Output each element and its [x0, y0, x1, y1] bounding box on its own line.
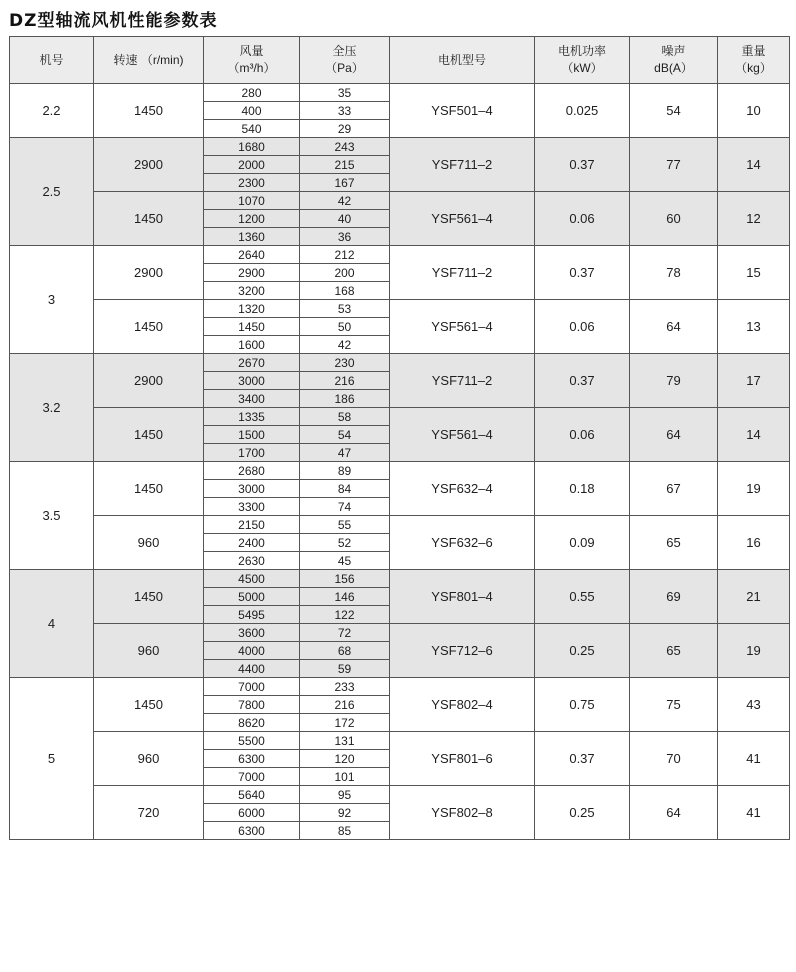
cell-pressure: 243	[300, 138, 390, 156]
cell-power: 0.025	[535, 84, 630, 138]
cell-pressure: 55	[300, 516, 390, 534]
cell-motor: YSF501–4	[390, 84, 535, 138]
table-row	[10, 678, 790, 696]
table-row	[10, 732, 790, 750]
cell-airflow: 1200	[204, 210, 300, 228]
cell-airflow: 3400	[204, 390, 300, 408]
cell-airflow: 1070	[204, 192, 300, 210]
cell-pressure: 172	[300, 714, 390, 732]
cell-power: 0.37	[535, 732, 630, 786]
cell-pressure: 29	[300, 120, 390, 138]
cell-airflow: 1680	[204, 138, 300, 156]
cell-airflow: 3600	[204, 624, 300, 642]
cell-motor: YSF632–6	[390, 516, 535, 570]
cell-motor: YSF801–6	[390, 732, 535, 786]
cell-pressure: 216	[300, 696, 390, 714]
cell-airflow: 6000	[204, 804, 300, 822]
cell-pressure: 167	[300, 174, 390, 192]
cell-power: 0.18	[535, 462, 630, 516]
cell-weight: 12	[718, 192, 790, 246]
table-row	[10, 408, 790, 426]
cell-power: 0.06	[535, 192, 630, 246]
cell-power: 0.55	[535, 570, 630, 624]
cell-noise: 79	[630, 354, 718, 408]
cell-noise: 64	[630, 300, 718, 354]
cell-pressure: 35	[300, 84, 390, 102]
cell-airflow: 2000	[204, 156, 300, 174]
cell-power: 0.37	[535, 354, 630, 408]
cell-pressure: 120	[300, 750, 390, 768]
cell-pressure: 233	[300, 678, 390, 696]
cell-pressure: 74	[300, 498, 390, 516]
cell-power: 0.09	[535, 516, 630, 570]
header-airflow: 风量 （m³/h）	[204, 37, 300, 84]
cell-pressure: 186	[300, 390, 390, 408]
cell-speed: 1450	[94, 570, 204, 624]
header-speed: 转速 （r/min)	[94, 37, 204, 84]
cell-speed: 2900	[94, 246, 204, 300]
cell-pressure: 54	[300, 426, 390, 444]
cell-model: 3	[10, 246, 94, 354]
table-header-row	[10, 37, 790, 84]
cell-pressure: 92	[300, 804, 390, 822]
cell-pressure: 84	[300, 480, 390, 498]
cell-pressure: 215	[300, 156, 390, 174]
cell-weight: 19	[718, 624, 790, 678]
cell-power: 0.06	[535, 300, 630, 354]
cell-noise: 75	[630, 678, 718, 732]
cell-pressure: 156	[300, 570, 390, 588]
cell-airflow: 2640	[204, 246, 300, 264]
cell-noise: 65	[630, 516, 718, 570]
cell-model: 5	[10, 678, 94, 840]
fan-performance-table	[9, 36, 790, 840]
cell-pressure: 168	[300, 282, 390, 300]
cell-noise: 77	[630, 138, 718, 192]
cell-motor: YSF561–4	[390, 408, 535, 462]
cell-airflow: 2400	[204, 534, 300, 552]
cell-pressure: 36	[300, 228, 390, 246]
cell-power: 0.37	[535, 246, 630, 300]
cell-motor: YSF802–4	[390, 678, 535, 732]
cell-speed: 1450	[94, 300, 204, 354]
cell-airflow: 7000	[204, 678, 300, 696]
cell-airflow: 6300	[204, 822, 300, 840]
cell-motor: YSF711–2	[390, 354, 535, 408]
cell-speed: 960	[94, 624, 204, 678]
cell-airflow: 1600	[204, 336, 300, 354]
header-model: 机号	[10, 37, 94, 84]
table-row	[10, 84, 790, 102]
cell-airflow: 7800	[204, 696, 300, 714]
cell-airflow: 4500	[204, 570, 300, 588]
cell-airflow: 2300	[204, 174, 300, 192]
cell-weight: 10	[718, 84, 790, 138]
cell-pressure: 40	[300, 210, 390, 228]
cell-weight: 19	[718, 462, 790, 516]
cell-airflow: 4400	[204, 660, 300, 678]
cell-airflow: 400	[204, 102, 300, 120]
header-power: 电机功率 （kW）	[535, 37, 630, 84]
cell-noise: 60	[630, 192, 718, 246]
cell-airflow: 280	[204, 84, 300, 102]
cell-noise: 67	[630, 462, 718, 516]
cell-pressure: 230	[300, 354, 390, 372]
cell-weight: 15	[718, 246, 790, 300]
cell-pressure: 101	[300, 768, 390, 786]
cell-airflow: 1500	[204, 426, 300, 444]
cell-speed: 2900	[94, 354, 204, 408]
cell-motor: YSF711–2	[390, 246, 535, 300]
cell-pressure: 212	[300, 246, 390, 264]
cell-power: 0.37	[535, 138, 630, 192]
cell-speed: 960	[94, 732, 204, 786]
cell-noise: 64	[630, 408, 718, 462]
cell-model: 2.5	[10, 138, 94, 246]
cell-power: 0.75	[535, 678, 630, 732]
cell-motor: YSF711–2	[390, 138, 535, 192]
cell-airflow: 1320	[204, 300, 300, 318]
cell-airflow: 5495	[204, 606, 300, 624]
cell-airflow: 2150	[204, 516, 300, 534]
cell-weight: 41	[718, 786, 790, 840]
cell-model: 4	[10, 570, 94, 678]
cell-weight: 13	[718, 300, 790, 354]
cell-motor: YSF561–4	[390, 300, 535, 354]
cell-pressure: 58	[300, 408, 390, 426]
cell-speed: 1450	[94, 678, 204, 732]
cell-motor: YSF632–4	[390, 462, 535, 516]
cell-power: 0.06	[535, 408, 630, 462]
cell-airflow: 3000	[204, 480, 300, 498]
cell-airflow: 1360	[204, 228, 300, 246]
cell-noise: 54	[630, 84, 718, 138]
cell-speed: 2900	[94, 138, 204, 192]
cell-airflow: 3000	[204, 372, 300, 390]
cell-pressure: 72	[300, 624, 390, 642]
table-row	[10, 138, 790, 156]
cell-pressure: 52	[300, 534, 390, 552]
cell-pressure: 122	[300, 606, 390, 624]
table-row	[10, 786, 790, 804]
cell-model: 3.5	[10, 462, 94, 570]
cell-pressure: 146	[300, 588, 390, 606]
cell-power: 0.25	[535, 786, 630, 840]
cell-pressure: 131	[300, 732, 390, 750]
cell-model: 3.2	[10, 354, 94, 462]
cell-noise: 69	[630, 570, 718, 624]
cell-airflow: 2900	[204, 264, 300, 282]
cell-pressure: 45	[300, 552, 390, 570]
cell-weight: 14	[718, 138, 790, 192]
cell-airflow: 1450	[204, 318, 300, 336]
cell-weight: 43	[718, 678, 790, 732]
cell-pressure: 47	[300, 444, 390, 462]
table-row	[10, 570, 790, 588]
cell-airflow: 1700	[204, 444, 300, 462]
cell-airflow: 6300	[204, 750, 300, 768]
cell-noise: 78	[630, 246, 718, 300]
header-weight: 重量 （kg）	[718, 37, 790, 84]
cell-airflow: 5640	[204, 786, 300, 804]
cell-speed: 960	[94, 516, 204, 570]
header-noise: 噪声 dB(A）	[630, 37, 718, 84]
table-row	[10, 246, 790, 264]
page-title: DZ型轴流风机性能参数表	[9, 11, 218, 31]
cell-airflow: 2630	[204, 552, 300, 570]
cell-motor: YSF802–8	[390, 786, 535, 840]
table-row	[10, 516, 790, 534]
cell-model: 2.2	[10, 84, 94, 138]
cell-airflow: 5000	[204, 588, 300, 606]
cell-pressure: 85	[300, 822, 390, 840]
cell-airflow: 3200	[204, 282, 300, 300]
cell-pressure: 89	[300, 462, 390, 480]
cell-pressure: 216	[300, 372, 390, 390]
cell-airflow: 540	[204, 120, 300, 138]
cell-pressure: 200	[300, 264, 390, 282]
cell-power: 0.25	[535, 624, 630, 678]
cell-motor: YSF801–4	[390, 570, 535, 624]
cell-speed: 1450	[94, 408, 204, 462]
cell-airflow: 7000	[204, 768, 300, 786]
cell-weight: 21	[718, 570, 790, 624]
cell-motor: YSF712–6	[390, 624, 535, 678]
cell-motor: YSF561–4	[390, 192, 535, 246]
cell-airflow: 2680	[204, 462, 300, 480]
cell-weight: 16	[718, 516, 790, 570]
table-row	[10, 624, 790, 642]
cell-speed: 720	[94, 786, 204, 840]
table-row	[10, 192, 790, 210]
cell-speed: 1450	[94, 462, 204, 516]
cell-pressure: 42	[300, 336, 390, 354]
header-motor: 电机型号	[390, 37, 535, 84]
cell-airflow: 5500	[204, 732, 300, 750]
header-pressure: 全压 （Pa）	[300, 37, 390, 84]
cell-pressure: 50	[300, 318, 390, 336]
cell-weight: 41	[718, 732, 790, 786]
cell-noise: 65	[630, 624, 718, 678]
cell-pressure: 42	[300, 192, 390, 210]
cell-airflow: 8620	[204, 714, 300, 732]
cell-pressure: 95	[300, 786, 390, 804]
cell-noise: 70	[630, 732, 718, 786]
cell-weight: 14	[718, 408, 790, 462]
cell-speed: 1450	[94, 84, 204, 138]
cell-weight: 17	[718, 354, 790, 408]
cell-pressure: 53	[300, 300, 390, 318]
table-row	[10, 300, 790, 318]
table-body	[10, 84, 790, 840]
cell-airflow: 2670	[204, 354, 300, 372]
cell-airflow: 1335	[204, 408, 300, 426]
table-row	[10, 354, 790, 372]
cell-pressure: 33	[300, 102, 390, 120]
cell-pressure: 68	[300, 642, 390, 660]
cell-pressure: 59	[300, 660, 390, 678]
cell-airflow: 4000	[204, 642, 300, 660]
cell-noise: 64	[630, 786, 718, 840]
cell-airflow: 3300	[204, 498, 300, 516]
table-row	[10, 462, 790, 480]
cell-speed: 1450	[94, 192, 204, 246]
